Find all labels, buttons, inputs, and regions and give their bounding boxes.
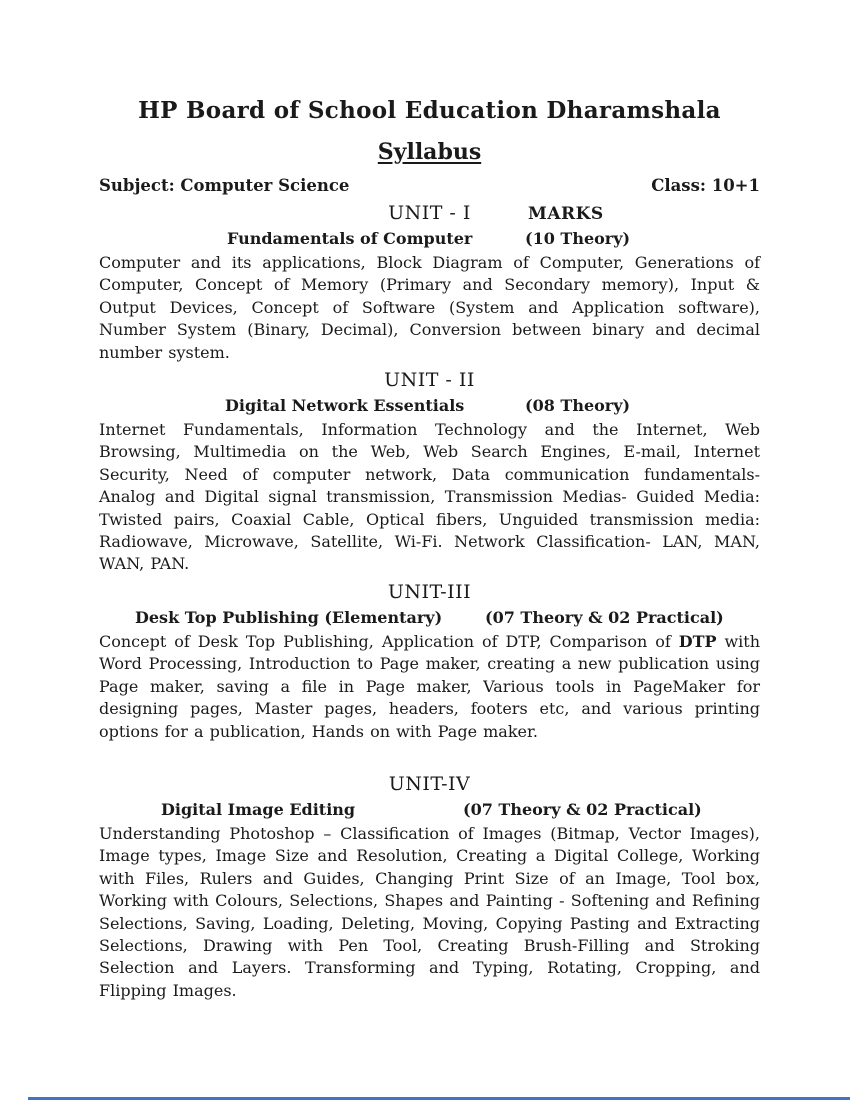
unit-1-section xyxy=(99,202,760,364)
unit-1-heading-row xyxy=(99,229,760,249)
unit-3-title: UNIT-III xyxy=(387,580,472,603)
unit-4-marks: (07 Theory & 02 Practical) xyxy=(463,799,702,819)
subject-label: Subject: Computer Science xyxy=(99,176,350,195)
unit-4-heading-row xyxy=(99,800,760,820)
unit-4-title-line xyxy=(99,773,760,796)
unit-3-body xyxy=(99,631,760,743)
unit-3-marks: (07 Theory & 02 Practical) xyxy=(485,607,724,627)
unit-3-body-bold-term: DTP xyxy=(678,631,717,651)
unit-2-section xyxy=(99,369,760,576)
unit-4-course-title: Digital Image Editing xyxy=(161,799,356,819)
unit-2-title: UNIT - II xyxy=(384,369,475,392)
document-title: HP Board of School Education Dharamshala xyxy=(138,97,721,124)
unit-3-title-line xyxy=(99,581,760,604)
syllabus-heading: Syllabus xyxy=(377,139,482,165)
class-label: Class: 10+1 xyxy=(651,176,760,195)
document-content xyxy=(99,0,760,1002)
unit-4-section xyxy=(99,773,760,1002)
unit-2-marks: (08 Theory) xyxy=(525,396,631,416)
unit-3-body-text: Concept of Desk Top Publishing, Application of DTP, Comparison of xyxy=(99,631,679,651)
unit-2-title-line xyxy=(99,369,760,392)
marks-column-header: MARKS xyxy=(528,204,604,224)
unit-1-marks: (10 Theory) xyxy=(525,229,631,248)
subject-class-row xyxy=(99,175,760,196)
unit-2-course-title: Digital Network Essentials xyxy=(225,396,465,416)
unit-3-body-text-cont: with Word Processing, Introduction to Page maker, creating a new publication using Page maker, saving a file in Page maker, Various tools in PageMaker for designing pages, Master pages, headers, footers etc, and various printing options for a publication, Hands on with Page maker. xyxy=(99,631,760,741)
unit-2-body: Internet Fundamentals, Information Technology and the Internet, Web Browsing, Multimedia on the Web, Web Search Engines, E-mail, Internet Security, Need of computer network, Data communication fundamentals- Analog and Digital signal transmission, Transmission Medias- Guided Media: Twisted pairs, Coaxial Cable, Optical fibers, Unguided transmission media: Radiowave, Microwave, Satellite, Wi-Fi. Network Classification- LAN, MAN, WAN, PAN. xyxy=(99,420,760,574)
unit-3-section xyxy=(99,581,760,743)
unit-4-body: Understanding Photoshop – Classification of Images (Bitmap, Vector Images), Image types, Image Size and Resolution, Creating a Digital College, Working with Files, Rulers and Guides, Changing Print Size of an Image, Tool box, Working with Colours, Selections, Shapes and Painting - Softening and Refining Selections, Saving, Loading, Deleting, Moving, Copying Pasting and Extracting Selections, Drawing with Pen Tool, Creating Brush-Filling and Stroking Selection and Layers. Transforming and Typing, Rotating, Cropping, and Flipping Images. xyxy=(99,823,760,1000)
unit-1-course-title: Fundamentals of Computer xyxy=(227,229,473,248)
unit-3-course-title: Desk Top Publishing (Elementary) xyxy=(135,607,443,627)
unit-2-heading-row xyxy=(99,396,760,416)
unit-3-heading-row xyxy=(99,608,760,628)
unit-1-body: Computer and its applications, Block Diagram of Computer, Generations of Computer, Concept of Memory (Primary and Secondary memory), Input & Output Devices, Concept of Software (System and Application software), Number System (Binary, Decimal), Conversion between binary and decimal number system. xyxy=(99,253,760,362)
unit-4-title: UNIT-IV xyxy=(388,772,471,795)
unit-1-title: UNIT - I xyxy=(388,202,471,224)
unit-1-title-line xyxy=(99,202,760,225)
